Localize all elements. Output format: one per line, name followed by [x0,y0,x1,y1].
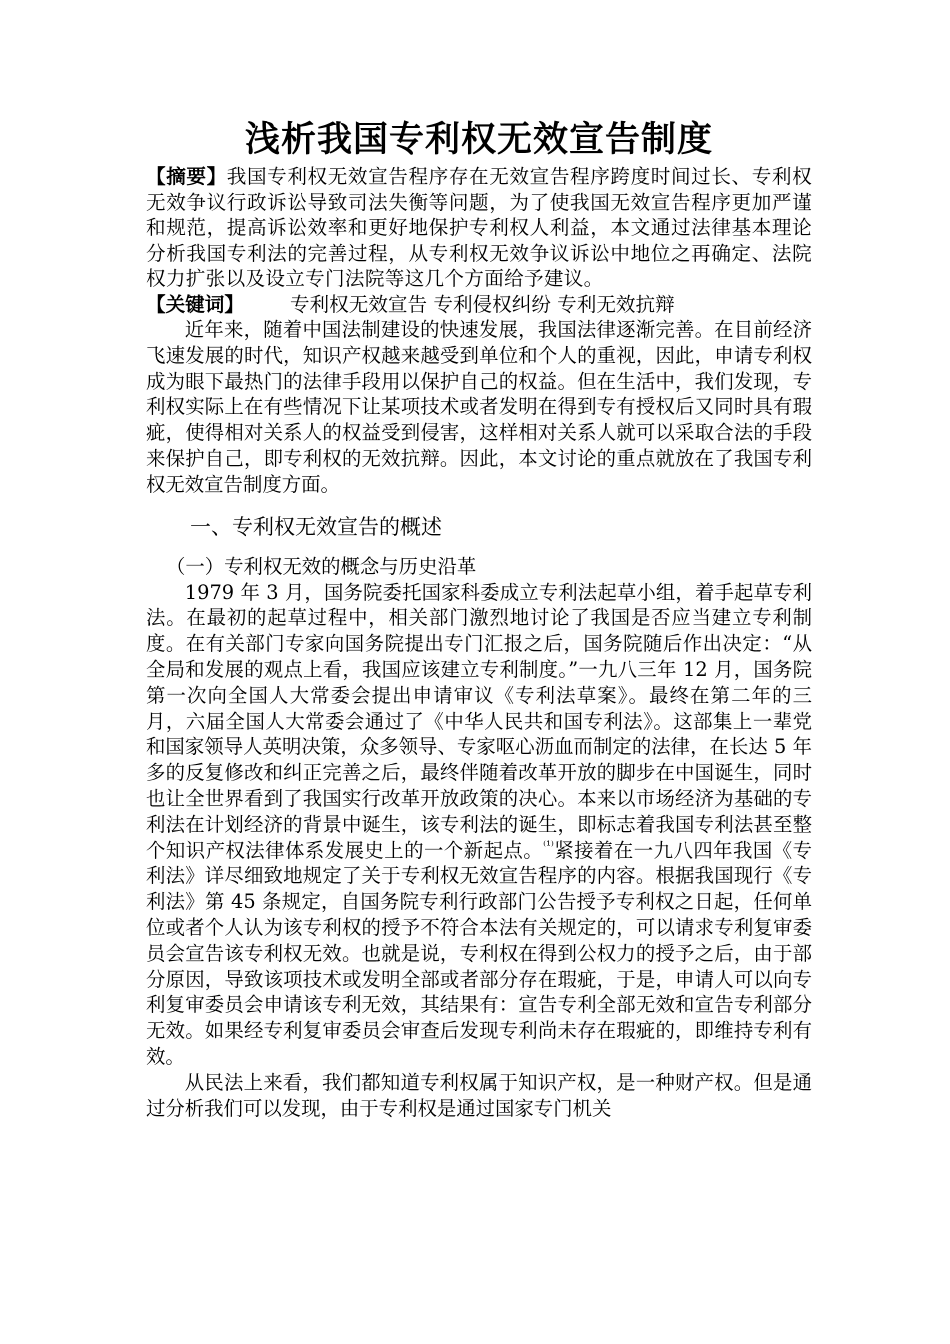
abstract [146,164,812,292]
section-heading: 一、专利权无效宣告的概述 [190,514,442,539]
history-paragraph-part-1: 1979 年 3 月，国务院委托国家科委成立专利法起草小组，着手起草专利法。在最初的起草过程中，相关部门激烈地讨论了我国是否应当建立专利制度。在有关部门专家向国务院提出专门汇报之后，国务院随后作出决定：“从全局和发展的观点上看，我国应该建立专利制度。”一九八三年 12 月，国务院第一次向全国人大常委会提出申请审议《专利法草案》。最终在第二年的三月，六届全国人大常委会通过了《中华人民共和国专利法》。这部集上一辈党和国家领导人英明决策，众多领导、专家呕心沥血而制定的法律，在长达 5 年多的反复修改和纠正完善之后，最终伴随着改革开放的脚步在中国诞生，同时也让全世界看到了我国实行改革开放政策的决心。本来以市场经济为基础的专利法在计划经济的背景中诞生，该专利法的诞生，即标志着我国专利法甚至整个知识产权法律体系发展史上的一个新起点。 [146,580,812,862]
keywords-text: 专利权无效宣告 专利侵权纠纷 专利无效抗辩 [289,292,675,316]
keywords [146,292,812,318]
document-body [146,118,812,1121]
history-paragraph [146,580,812,1070]
intro-paragraph: 近年来，随着中国法制建设的快速发展，我国法律逐渐完善。在目前经济飞速发展的时代，知识产权越来越受到单位和个人的重视，因此，申请专利权成为眼下最热门的法律手段用以保护自己的权益。但在生活中，我们发现，专利权实际上在有些情况下让某项技术或者发明在得到专有授权后又同时具有瑕疵，使得相对关系人的权益受到侵害，这样相对关系人就可以采取合法的手段来保护自己，即专利权的无效抗辩。因此，本文讨论的重点就放在了我国专利权无效宣告制度方面。 [146,318,812,496]
footnote-mark: ⁽¹⁾ [543,838,554,853]
abstract-label: 【摘要】 [146,165,227,188]
civil-law-paragraph: 从民法上来看，我们都知道专利权属于知识产权，是一种财产权。但是通过分析我们可以发现，由于专利权是通过国家专门机关 [146,1070,812,1120]
subsection-heading: （一）专利权无效的概念与历史沿革 [166,554,477,578]
history-paragraph-part-2: 紧接着在一九八四年我国《专利法》详尽细致地规定了关于专利权无效宣告程序的内容。根据我国现行《专利法》第 45 条规定，自国务院专利行政部门公告授予专利权之日起，任何单位或者个人认为该专利权的授予不符合本法有关规定的，可以请求专利复审委员会宣告该专利权无效。也就是说，专利权在得到公权力的授予之后，由于部分原因，导致该项技术或发明全部或者部分存在瑕疵，于是，申请人可以向专利复审委员会申请该专利无效，其结果有：宣告专利全部无效和宣告专利部分无效。如果经专利复审委员会审查后发现专利尚未存在瑕疵的，即维持专利有效。 [146,838,813,1068]
keywords-label: 【关键词】 [146,292,244,316]
abstract-text: 我国专利权无效宣告程序存在无效宣告程序跨度时间过长、专利权无效争议行政诉讼导致司法失衡等问题，为了使我国无效宣告程序更加严谨和规范，提高诉讼效率和更好地保护专利权人利益，本文通过法律基本理论分析我国专利法的完善过程，从专利权无效争议诉讼中地位之再确定、法院权力扩张以及设立专门法院等这几个方面给予建议。 [146,165,812,290]
document-title: 浅析我国专利权无效宣告制度 [244,119,713,160]
